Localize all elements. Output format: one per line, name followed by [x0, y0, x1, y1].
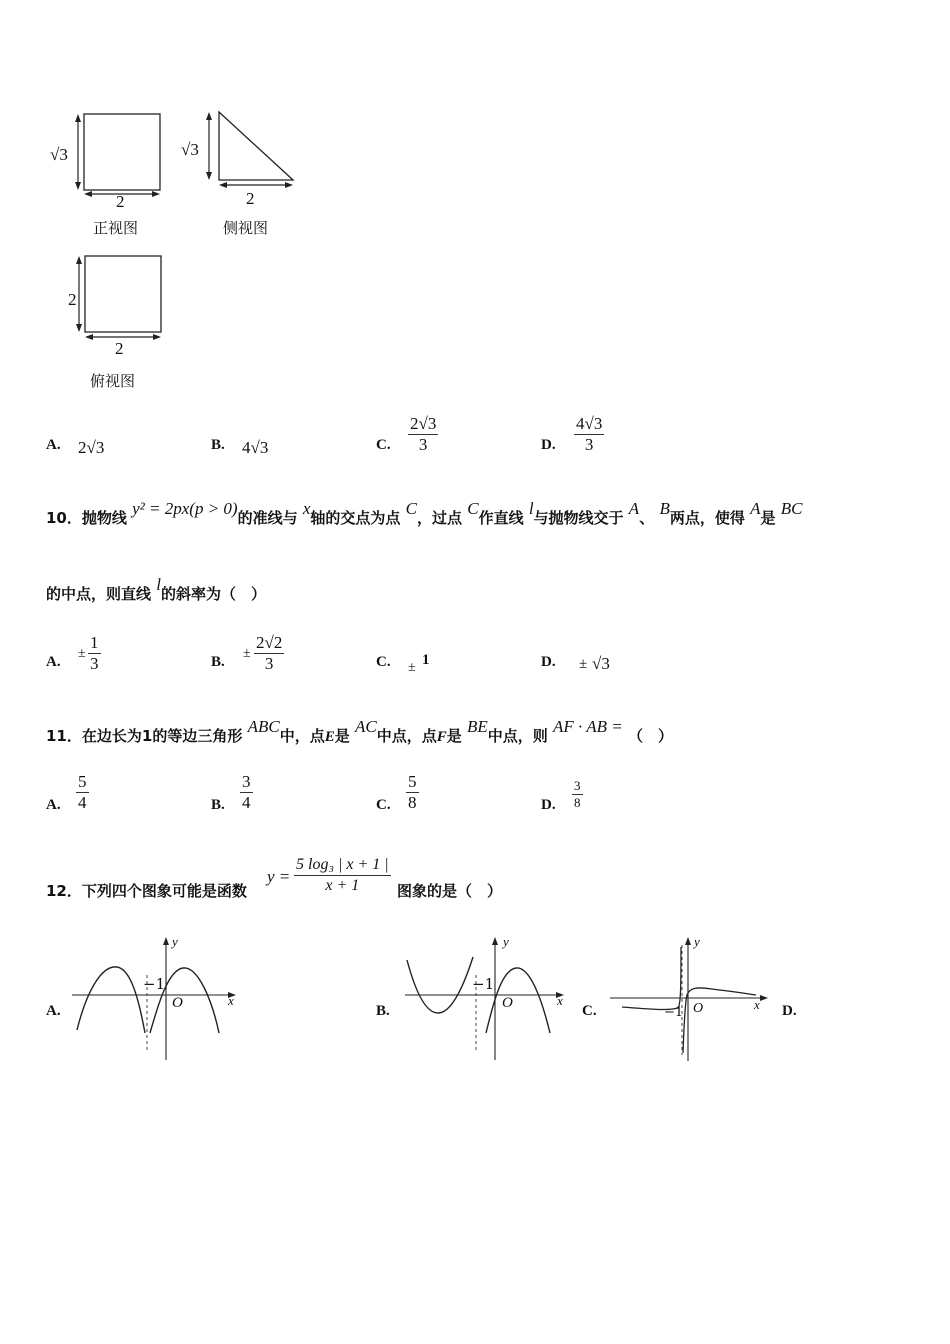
q10-option-b-den: 3 — [264, 654, 274, 673]
q11-option-b-num: 3 — [242, 772, 251, 791]
q10-math-x: x — [302, 499, 311, 518]
q12-option-a-letter: A. — [46, 1003, 61, 1019]
q12-numerator: 5 log₃ | x + 1 | — [294, 855, 391, 876]
q11-text-5: 中点，点 — [376, 727, 437, 745]
q12-graph-b-origin: O — [502, 995, 513, 1011]
q11-point-e: E — [324, 729, 335, 745]
q10-option-c-letter: C. — [376, 654, 391, 670]
q11-option-d-letter: D. — [541, 797, 556, 813]
q11-option-b-letter: B. — [211, 797, 225, 813]
q10-math-l: l — [528, 499, 534, 518]
q11-stem — [46, 717, 673, 746]
q12-option-d-letter: D. — [782, 1003, 797, 1019]
q11-text-6: 是 — [446, 727, 462, 745]
q12-graph-c — [608, 935, 776, 1065]
q11-text-1: 在边长为 — [81, 727, 142, 745]
q12-number: 12． — [46, 882, 82, 900]
top-width-label: 2 — [115, 339, 124, 358]
q10-text-8: 两点，使得 — [669, 509, 745, 527]
q10-option-c-sign: ± — [408, 660, 416, 675]
q11-text-7: 中点，则 — [487, 727, 548, 745]
q12-graph-c-origin: O — [693, 1001, 704, 1016]
q9-option-b-value: 4√3 — [242, 438, 269, 457]
q12-graph-a-origin: O — [172, 995, 183, 1011]
q12-stem-b — [397, 880, 502, 901]
q12-graph-b — [400, 935, 570, 1065]
q10-option-b-num: 2√2 — [256, 633, 283, 652]
q12-function-fraction — [294, 855, 391, 896]
q11-option-a-fraction — [76, 772, 89, 813]
q11-option-a-den: 4 — [78, 793, 87, 812]
q11-option-d-num: 3 — [574, 778, 581, 793]
q10-math-c1: C — [405, 499, 417, 518]
q11-option-d-fraction — [572, 778, 583, 811]
q10-option-a-num: 1 — [90, 633, 99, 652]
q11-option-d-den: 8 — [574, 795, 581, 810]
q9-option-d-fraction — [574, 414, 604, 455]
q12-graph-a — [72, 935, 242, 1065]
q11-option-a-num: 5 — [78, 772, 87, 791]
q12-graph-b-y-label: y — [503, 934, 509, 949]
q10-text-5: 作直线 — [478, 509, 524, 527]
q9-option-c-letter: C. — [376, 437, 391, 453]
q11-text-4: 是 — [334, 727, 350, 745]
q10-stem-line1 — [46, 499, 803, 528]
q12-stem-a — [46, 880, 247, 901]
q9-option-d-den: 3 — [584, 435, 594, 454]
q11-math-abc: ABC — [247, 717, 280, 736]
q10-line2-text-a: 的中点，则直线 — [46, 585, 152, 603]
q11-option-c-letter: C. — [376, 797, 391, 813]
q11-text-2: 的等边三角形 — [152, 727, 243, 745]
q12-option-c-letter: C. — [582, 1003, 597, 1019]
q12-graph-c-neg-one: −1 — [664, 1005, 684, 1020]
q11-option-c-den: 8 — [408, 793, 417, 812]
q10-math-b: B — [659, 499, 670, 518]
q12-graph-a-neg-one: −1 — [143, 975, 166, 993]
q9-option-c-den: 3 — [418, 435, 428, 454]
q12-graph-c-x-label: x — [754, 997, 760, 1012]
q10-stem-line2 — [46, 575, 266, 604]
q10-text-6: 与抛物线交于 — [533, 509, 624, 527]
q12-graph-a-y-label: y — [172, 934, 178, 949]
q10-math-c2: C — [467, 499, 479, 518]
q10-option-b-letter: B. — [211, 654, 225, 670]
side-view-caption: 侧视图 — [223, 219, 269, 237]
q11-text-3: 中，点 — [279, 727, 325, 745]
q12-denominator: x + 1 — [325, 877, 360, 894]
q11-text-8: （ ） — [627, 727, 673, 745]
q10-option-d-letter: D. — [541, 654, 556, 670]
q12-graph-a-x-label: x — [228, 993, 234, 1008]
q9-option-d-letter: D. — [541, 437, 556, 453]
q10-line2-text-b: 的斜率为（ ） — [160, 585, 266, 603]
q10-math-bc: BC — [780, 499, 803, 518]
q11-option-b-den: 4 — [242, 793, 251, 812]
q9-option-b-letter: B. — [211, 437, 225, 453]
front-width-label: 2 — [116, 192, 125, 211]
q10-text-7: 、 — [639, 509, 655, 527]
q12-graph-b-neg-one: −1 — [472, 975, 495, 993]
q10-text-3: 轴的交点为点 — [310, 509, 401, 527]
q10-text-2: 的准线与 — [237, 509, 298, 527]
q11-side-length: 1 — [141, 727, 153, 745]
q10-option-d-value: √3 — [592, 654, 610, 673]
q11-math-ac: AC — [354, 717, 377, 736]
q12-text-1: 下列四个图象可能是函数 — [81, 882, 247, 900]
top-height-label: 2 — [68, 290, 77, 309]
q11-math-be: BE — [466, 717, 488, 736]
q12-text-2: 图象的是（ ） — [397, 882, 503, 900]
q11-option-c-fraction — [406, 772, 419, 813]
q12-graph-c-y-label: y — [694, 934, 700, 949]
q10-option-c-value: 1 — [422, 652, 430, 668]
q9-option-a-letter: A. — [46, 437, 61, 453]
q9-option-a-value: 2√3 — [78, 438, 105, 457]
q10-math-a: A — [628, 499, 640, 518]
q10-text-4: ，过点 — [416, 509, 462, 527]
front-height-label: √3 — [50, 145, 68, 164]
q10-text-1: 抛物线 — [81, 509, 127, 527]
q10-option-a-fraction — [88, 633, 101, 674]
q11-number: 11． — [46, 727, 82, 745]
q10-number: 10． — [46, 509, 82, 527]
q10-option-a-sign: ± — [78, 646, 86, 661]
q11-option-a-letter: A. — [46, 797, 61, 813]
q9-option-c-fraction — [408, 414, 438, 455]
side-width-label: 2 — [246, 189, 255, 208]
q12-lhs: y = — [267, 867, 291, 886]
q11-point-f: F — [436, 729, 447, 745]
q10-math-a2: A — [750, 499, 761, 518]
q10-option-b-sign: ± — [243, 646, 251, 661]
q9-option-c-num: 2√3 — [410, 414, 437, 433]
side-height-label: √3 — [181, 140, 199, 159]
q12-option-b-letter: B. — [376, 1003, 390, 1019]
q10-option-a-letter: A. — [46, 654, 61, 670]
q11-option-b-fraction — [240, 772, 253, 813]
q10-line2-math-l: l — [156, 575, 161, 594]
front-view-caption: 正视图 — [93, 219, 139, 237]
q10-option-a-den: 3 — [90, 654, 99, 673]
q9-option-d-num: 4√3 — [576, 414, 603, 433]
q10-parabola-eq: y² = 2px(p > 0) — [132, 499, 238, 518]
top-view-figure — [60, 250, 180, 350]
q10-option-d-sign: ± — [579, 656, 588, 672]
q10-option-b-fraction — [254, 633, 284, 674]
q10-text-9: 是 — [760, 509, 776, 527]
q12-graph-b-x-label: x — [557, 993, 563, 1008]
top-view-caption: 俯视图 — [90, 372, 136, 390]
q11-math-dot-product: AF · AB = — [553, 717, 623, 736]
q11-option-c-num: 5 — [408, 772, 417, 791]
